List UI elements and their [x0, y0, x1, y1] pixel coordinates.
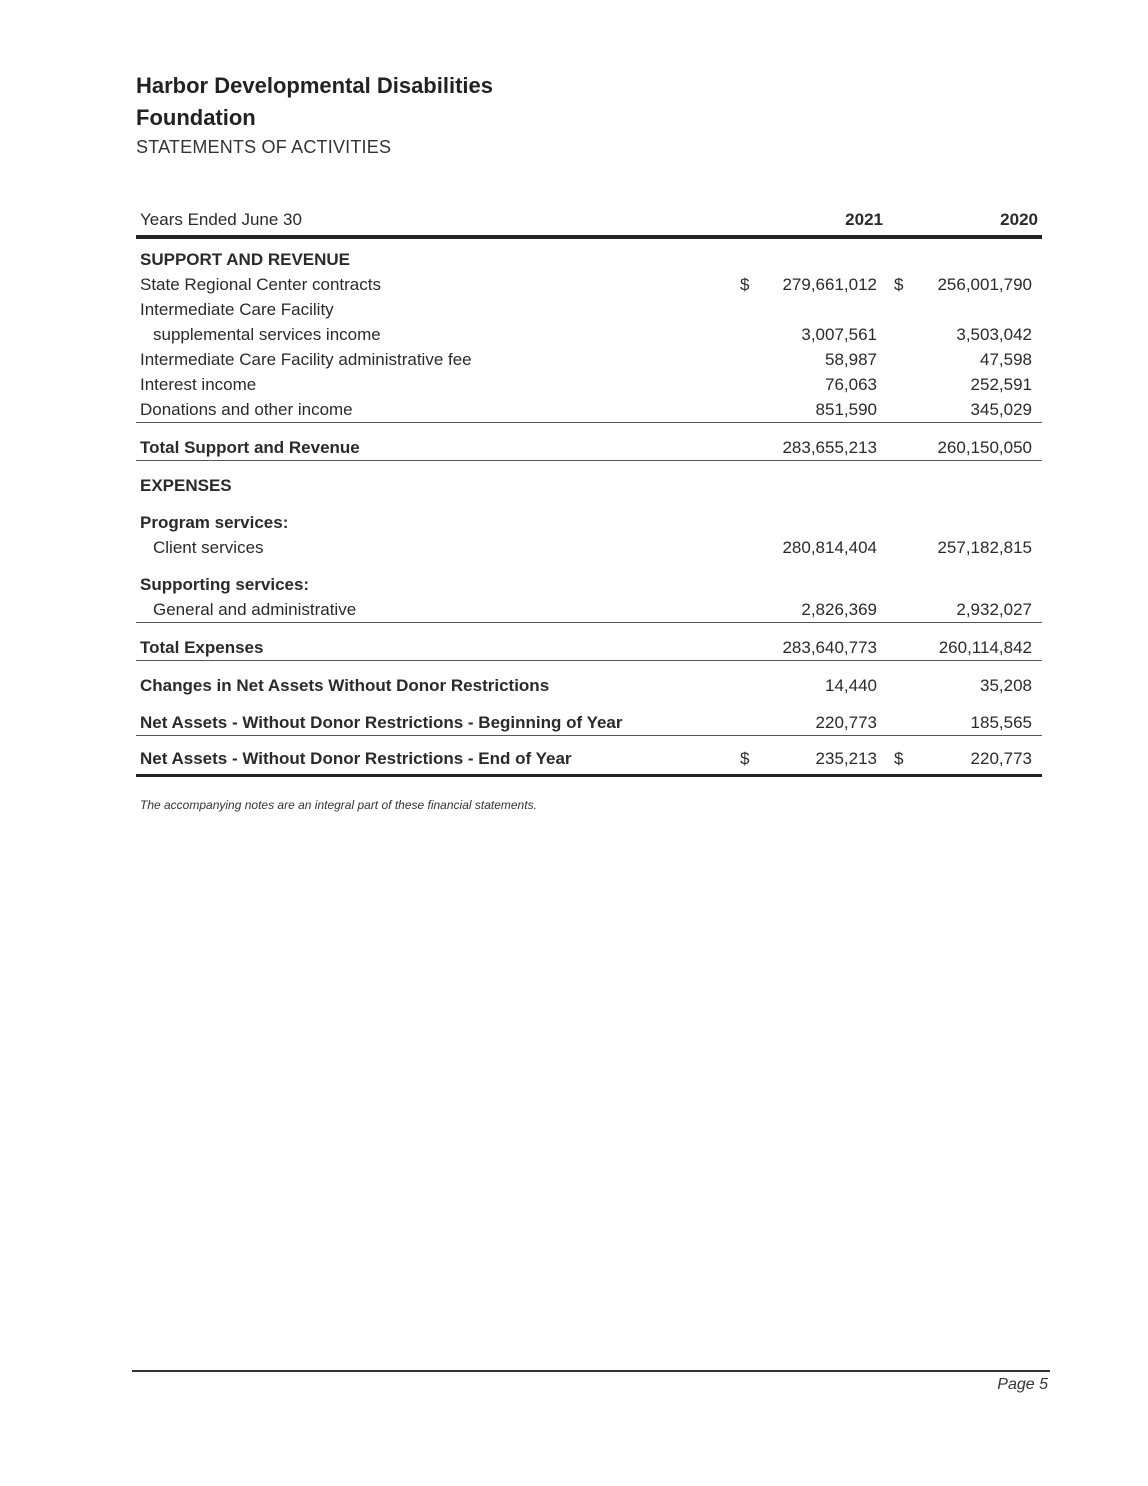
support-revenue-heading: SUPPORT AND REVENUE: [140, 250, 351, 269]
value-2021: 76,063: [825, 375, 877, 394]
table-row: [136, 322, 1042, 347]
supporting-services-heading-row: [136, 572, 1042, 597]
row-label: Total Support and Revenue: [140, 438, 360, 457]
value-2020: 345,029: [970, 400, 1032, 419]
organization-name-line2: Foundation: [136, 105, 256, 130]
support-heading-row: [136, 247, 1042, 272]
program-services-heading-row: [136, 510, 1042, 535]
value-2021: 220,773: [815, 713, 877, 732]
table-row: [136, 597, 1042, 622]
net-assets-beginning-row: [136, 710, 1042, 735]
changes-net-assets-row: [136, 673, 1042, 698]
row-label: Donations and other income: [140, 400, 353, 419]
double-rule: [136, 774, 1042, 777]
period-label: Years Ended June 30: [140, 210, 302, 229]
expenses-heading-row: [136, 473, 1042, 498]
row-label: State Regional Center contracts: [140, 275, 381, 294]
value-2020: 256,001,790: [937, 275, 1032, 294]
divider: [136, 660, 1042, 673]
value-2020: 47,598: [980, 350, 1032, 369]
value-2020: 2,932,027: [956, 600, 1032, 619]
value-2020: 252,591: [970, 375, 1032, 394]
footnote: The accompanying notes are an integral part of these financial statements.: [140, 798, 537, 812]
table-row: [136, 397, 1042, 422]
value-2020: 260,150,050: [937, 438, 1032, 457]
footer-divider: [132, 1370, 1050, 1372]
table-row: [136, 535, 1042, 560]
value-2021: 2,826,369: [801, 600, 877, 619]
value-2020: 257,182,815: [937, 538, 1032, 557]
row-label: supplemental services income: [153, 325, 381, 344]
year-2020-header: 2020: [1000, 210, 1038, 229]
value-2020: 185,565: [970, 713, 1032, 732]
row-label: Changes in Net Assets Without Donor Restrictions: [140, 676, 550, 695]
value-2021: 283,655,213: [782, 438, 877, 457]
divider: [136, 422, 1042, 435]
organization-name-line1: Harbor Developmental Disabilities: [136, 73, 493, 98]
currency-symbol: $: [894, 749, 904, 768]
table-row: [136, 372, 1042, 397]
statement-title: STATEMENTS OF ACTIVITIES: [136, 137, 392, 157]
value-2020: 35,208: [980, 676, 1032, 695]
value-2020: 3,503,042: [956, 325, 1032, 344]
column-header-row: [136, 205, 1042, 239]
value-2021: 14,440: [825, 676, 877, 695]
divider: [136, 622, 1042, 635]
value-2021: 235,213: [815, 749, 877, 768]
value-2021: 3,007,561: [801, 325, 877, 344]
table-row: [136, 347, 1042, 372]
value-2021: 851,590: [815, 400, 877, 419]
row-label: Client services: [153, 538, 264, 557]
value-2021: 279,661,012: [782, 275, 877, 294]
value-2021: 283,640,773: [782, 638, 877, 657]
row-label: Net Assets - Without Donor Restrictions - Beginning of Year: [140, 713, 623, 732]
year-2021-header: 2021: [845, 210, 883, 229]
row-label: General and administrative: [153, 600, 357, 619]
expenses-heading: EXPENSES: [140, 476, 232, 495]
currency-symbol: $: [894, 275, 904, 294]
row-label: Interest income: [140, 375, 257, 394]
statement-of-activities-table: [136, 205, 1042, 777]
program-services-heading: Program services:: [140, 513, 289, 532]
page-number: Page 5: [997, 1376, 1048, 1393]
supporting-services-heading: Supporting services:: [140, 575, 310, 594]
value-2021: 58,987: [825, 350, 877, 369]
total-support-row: [136, 435, 1042, 460]
value-2020: 220,773: [970, 749, 1032, 768]
net-assets-end-row: [136, 746, 1042, 771]
table-row: [136, 297, 1042, 322]
total-expenses-row: [136, 635, 1042, 660]
currency-symbol: $: [740, 749, 750, 768]
value-2021: 280,814,404: [782, 538, 877, 557]
row-label: Intermediate Care Facility: [140, 300, 334, 319]
value-2020: 260,114,842: [938, 638, 1032, 657]
table-row: [136, 272, 1042, 297]
row-label: Total Expenses: [140, 638, 264, 657]
document-header: [136, 70, 493, 160]
row-label: Net Assets - Without Donor Restrictions - End of Year: [140, 749, 572, 768]
row-label: Intermediate Care Facility administrative fee: [140, 350, 472, 369]
divider: [136, 460, 1042, 473]
currency-symbol: $: [740, 275, 750, 294]
